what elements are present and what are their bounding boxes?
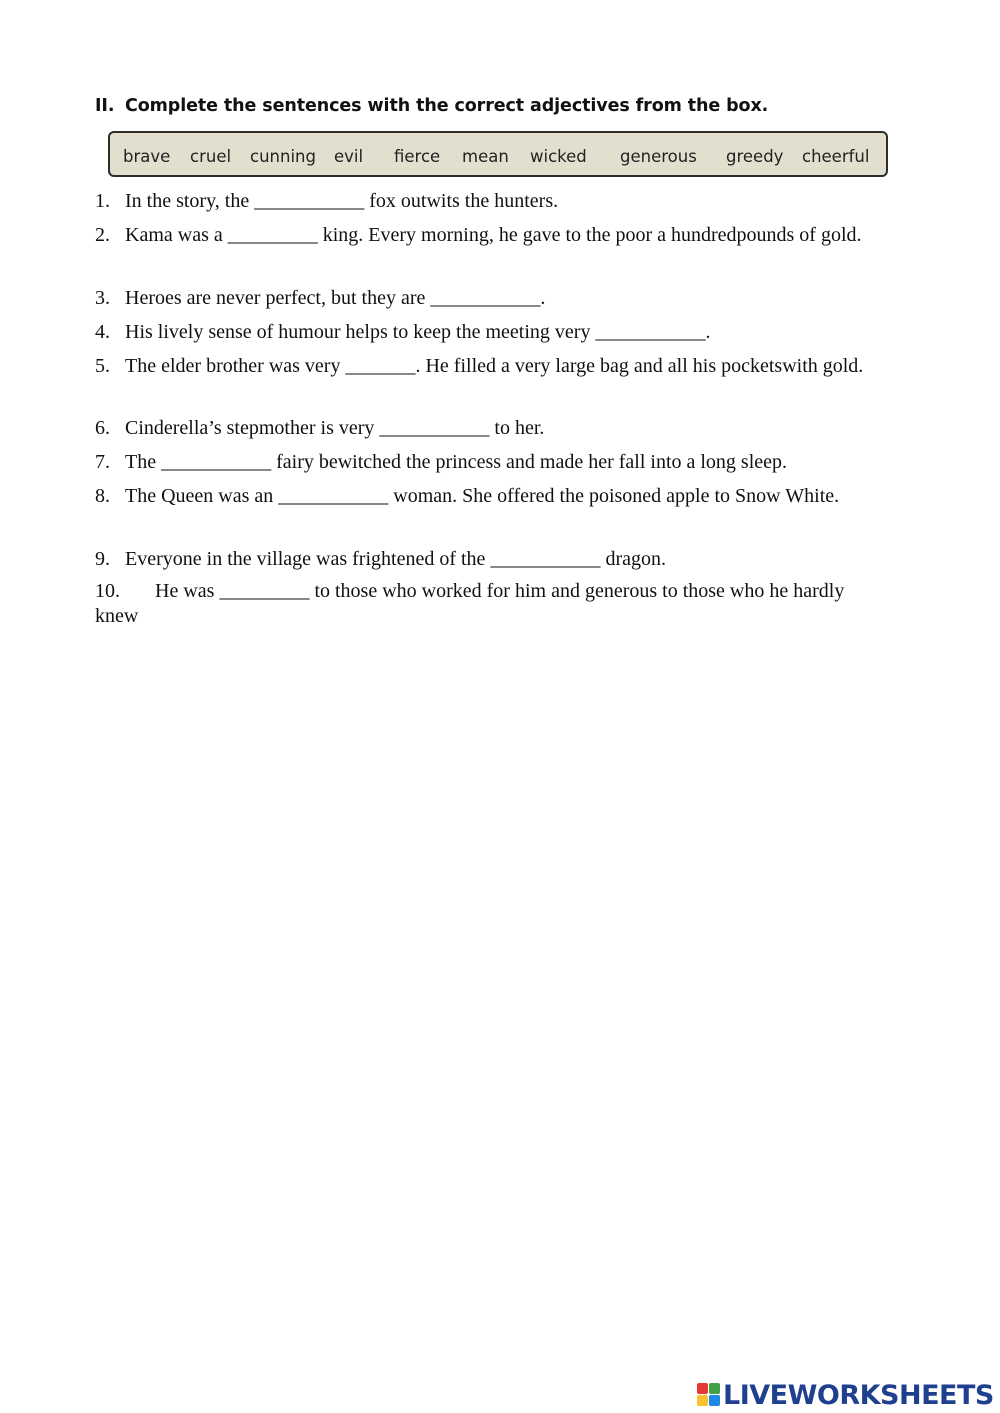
- answer-blank[interactable]: _________: [219, 580, 310, 602]
- word-bank-item: greedy: [726, 147, 784, 166]
- word-bank-item: wicked: [530, 147, 587, 166]
- answer-blank[interactable]: ___________: [490, 548, 601, 570]
- word-bank-item: cunning: [250, 147, 316, 166]
- question-4: 4. His lively sense of humour helps to keep the meeting very ___________.: [95, 321, 711, 343]
- question-2: 2. Kama was a _________ king. Every morning, he gave to the poor a hundredpounds of gold.: [95, 224, 862, 246]
- section-number: II.: [95, 96, 115, 116]
- answer-blank[interactable]: _________: [227, 224, 318, 246]
- question-5: 5. The elder brother was very _______. He filled a very large bag and all his pocketswith gold.: [95, 355, 864, 377]
- question-6: 6. Cinderella’s stepmother is very ___________ to her.: [95, 417, 545, 439]
- word-bank-item: fierce: [394, 147, 441, 166]
- answer-blank[interactable]: _______: [345, 355, 416, 377]
- liveworksheets-logo-text: LIVEWORKSHEETS: [723, 1379, 994, 1411]
- answer-blank[interactable]: ___________: [254, 190, 365, 212]
- answer-blank[interactable]: ___________: [161, 451, 272, 473]
- answer-blank[interactable]: ___________: [379, 417, 490, 439]
- section-heading: [95, 96, 768, 116]
- liveworksheets-logo: [697, 1378, 994, 1412]
- liveworksheets-logo-icon: [697, 1383, 721, 1407]
- answer-blank[interactable]: ___________: [430, 287, 541, 309]
- question-1: 1. In the story, the ___________ fox outwits the hunters.: [95, 190, 559, 212]
- question-7: 7. The ___________ fairy bewitched the princess and made her fall into a long sleep.: [95, 451, 788, 473]
- question-9: 9. Everyone in the village was frightened of the ___________ dragon.: [95, 548, 666, 570]
- question-10: 10. He was _________ to those who worked for him and generous to those who he hardly knew: [95, 580, 845, 627]
- answer-blank[interactable]: ___________: [595, 321, 706, 343]
- word-bank-box: [108, 131, 888, 177]
- word-bank-item: cheerful: [802, 147, 870, 166]
- question-8: 8. The Queen was an ___________ woman. She offered the poisoned apple to Snow White.: [95, 485, 840, 507]
- section-instructions: Complete the sentences with the correct adjectives from the box.: [125, 96, 769, 116]
- word-bank-item: evil: [334, 147, 364, 166]
- question-3: 3. Heroes are never perfect, but they are ___________.: [95, 287, 546, 309]
- word-bank-item: cruel: [190, 147, 232, 166]
- word-bank-item: mean: [462, 147, 509, 166]
- word-bank-item: generous: [620, 147, 697, 166]
- word-bank-item: brave: [123, 147, 171, 166]
- answer-blank[interactable]: ___________: [278, 485, 389, 507]
